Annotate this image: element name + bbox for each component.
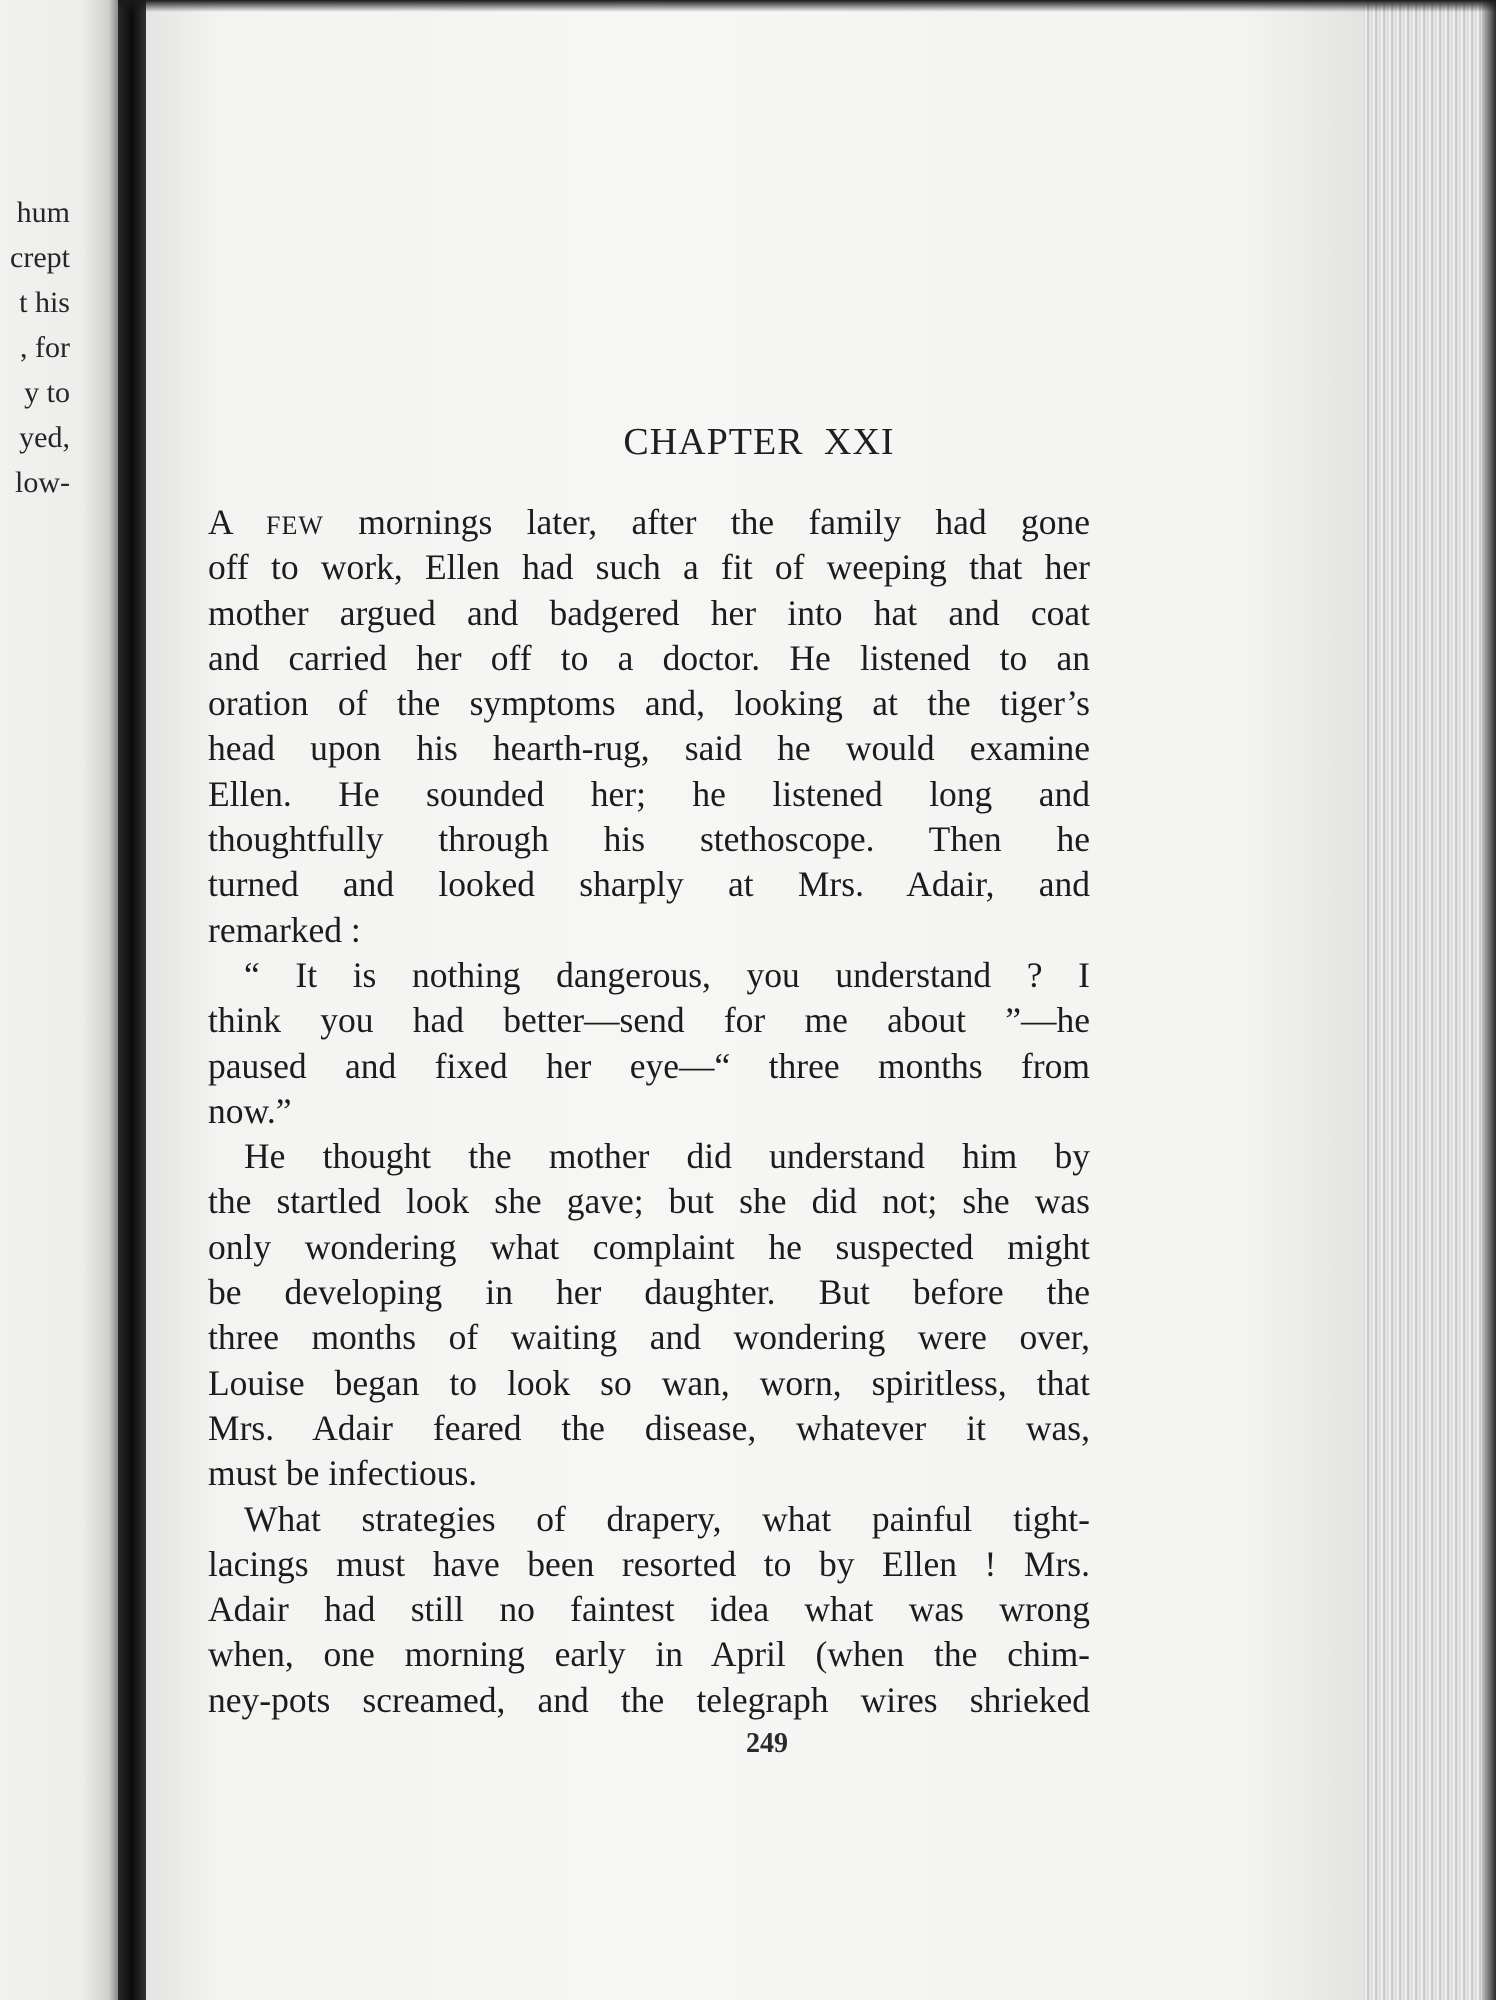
previous-page-text: crept: [10, 241, 70, 274]
body-text: [208, 500, 1090, 1723]
book-page: [146, 0, 1368, 2000]
text-line: What strategies of drapery, what painful tight-: [244, 1498, 1090, 1539]
previous-page: [0, 0, 118, 2000]
text-line: A FEW mornings later, after the family had gone: [208, 502, 1090, 542]
text-line: and carried her off to a doctor. He listened to an: [208, 637, 1090, 678]
text-line: think you had better—send for me about ”—he: [208, 1000, 1090, 1041]
text-line: remarked :: [208, 909, 361, 950]
previous-page-text: yed,: [19, 421, 70, 454]
page-edges: [1362, 0, 1496, 2000]
text-line: Ellen. He sounded her; he listened long and: [208, 773, 1090, 814]
text-line: paused and fixed her eye—“ three months from: [208, 1045, 1090, 1086]
drop-word: A: [208, 502, 232, 542]
text-line: Mrs. Adair feared the disease, whatever it was,: [208, 1407, 1090, 1448]
previous-page-text: y to: [24, 376, 70, 409]
text-line: be developing in her daughter. But before the: [208, 1272, 1090, 1313]
book-gutter: [118, 0, 146, 2000]
text-line: head upon his hearth-rug, said he would examine: [208, 728, 1090, 769]
text-line: thoughtfully through his stethoscope. Then he: [208, 819, 1090, 860]
text-line: turned and looked sharply at Mrs. Adair, and: [208, 864, 1090, 905]
text-line: “ It is nothing dangerous, you understand ? I: [244, 954, 1090, 995]
text-line: lacings must have been resorted to by Ellen ! Mrs.: [208, 1543, 1090, 1584]
text-line: three months of waiting and wondering were over,: [208, 1317, 1090, 1358]
previous-page-text: hum: [16, 196, 70, 229]
text-line: the startled look she gave; but she did not; she was: [208, 1181, 1090, 1222]
previous-page-text: t his: [19, 286, 70, 319]
text-line: Louise began to look so wan, worn, spiritless, that: [208, 1362, 1090, 1403]
text-line: Adair had still no faintest idea what was wrong: [208, 1589, 1090, 1630]
previous-page-text: , for: [20, 331, 70, 364]
chapter-heading: CHAPTER XXI: [623, 421, 895, 463]
text-line: oration of the symptoms and, looking at the tiger’s: [208, 683, 1090, 724]
text-line: when, one morning early in April (when the chim-: [208, 1634, 1090, 1675]
text-line: ney-pots screamed, and the telegraph wires shrieked: [208, 1679, 1090, 1720]
text-line: He thought the mother did understand him by: [244, 1136, 1090, 1177]
text-line: now.”: [208, 1090, 292, 1131]
text-line: must be infectious.: [208, 1453, 478, 1494]
page-number: 249: [746, 1728, 788, 1759]
text-line: off to work, Ellen had such a fit of weeping that her: [208, 547, 1090, 588]
text-line: only wondering what complaint he suspected might: [208, 1226, 1090, 1267]
small-caps-word: FEW: [266, 511, 324, 540]
top-shadow: [118, 0, 1496, 12]
previous-page-text: low-: [15, 466, 70, 499]
text-line: mother argued and badgered her into hat and coat: [208, 592, 1090, 633]
